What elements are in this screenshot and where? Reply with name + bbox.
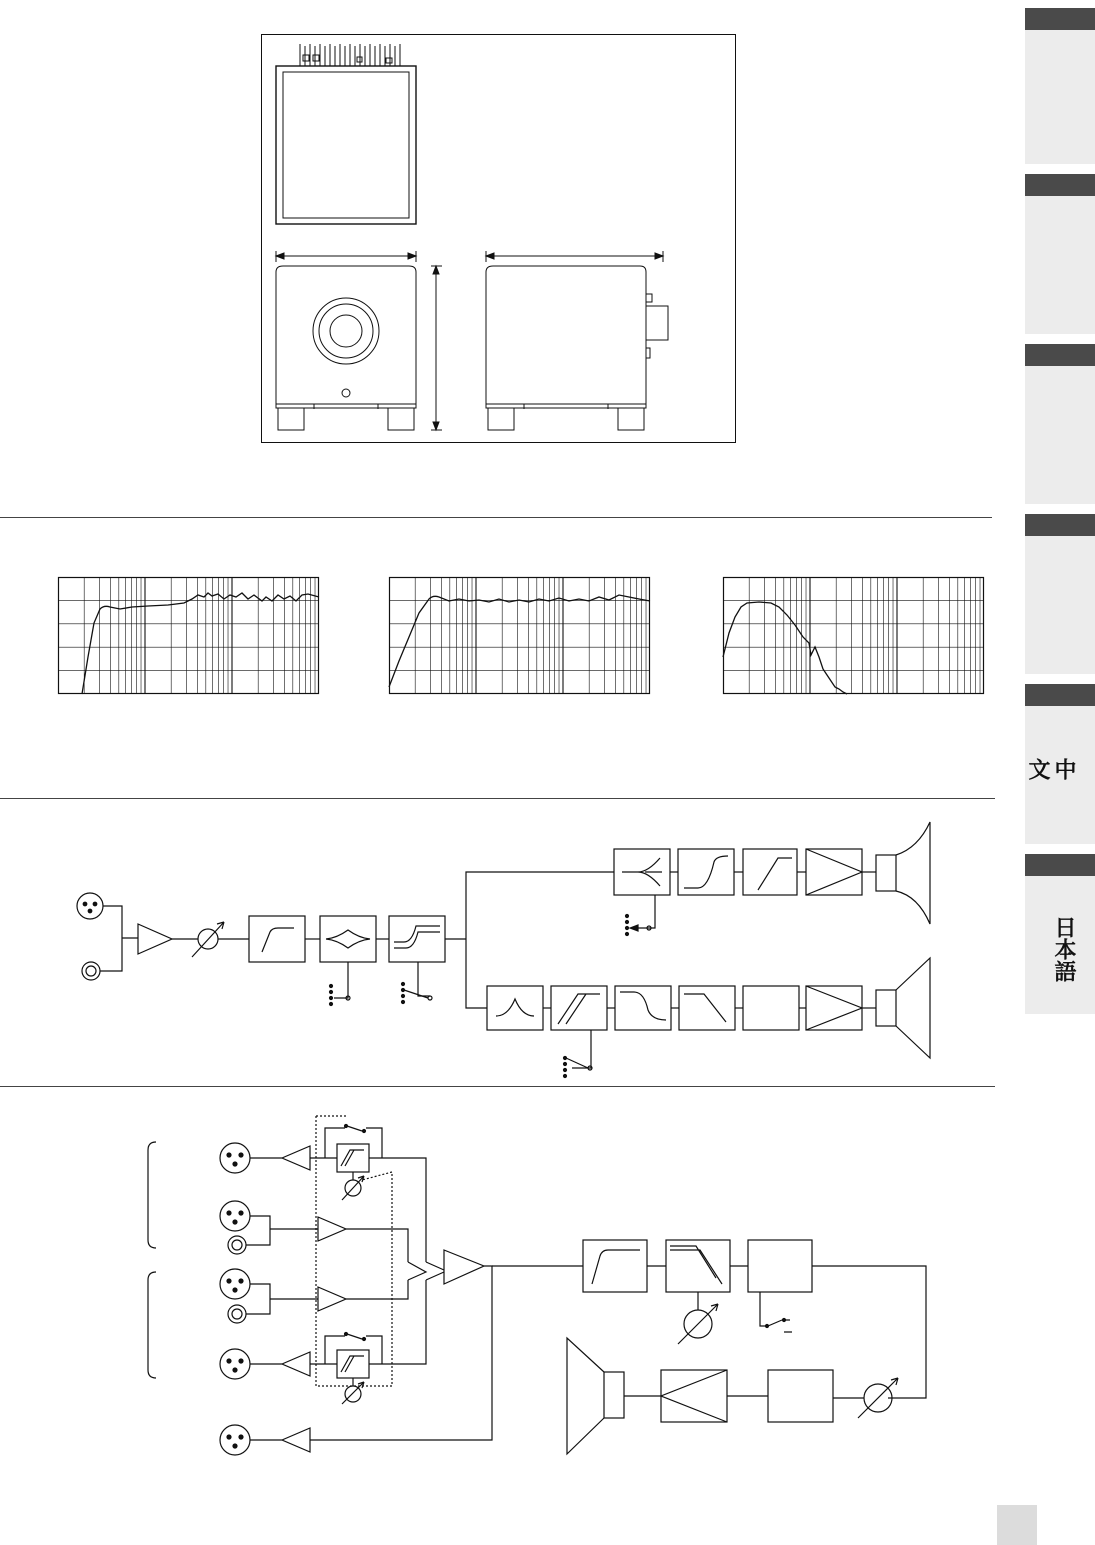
- dimension-drawing: [0, 0, 1000, 460]
- monitor-block-diagram: [0, 800, 1000, 1085]
- side-tab-chinese[interactable]: [1025, 684, 1095, 844]
- side-tab: [1025, 344, 1095, 504]
- section-divider: [0, 1086, 995, 1087]
- page-number-box: [997, 1505, 1037, 1545]
- section-divider: [0, 517, 992, 518]
- side-tab: [1025, 174, 1095, 334]
- japanese-tab-label: 日本語: [1051, 916, 1076, 982]
- side-tab: [1025, 8, 1095, 164]
- chinese-tab-label: 中 文: [1025, 758, 1076, 790]
- frequency-response-graph: [58, 577, 319, 694]
- subwoofer-block-diagram: [0, 1090, 1000, 1470]
- frequency-response-graph: [389, 577, 650, 694]
- frequency-response-graph: [723, 577, 984, 694]
- side-tab: [1025, 514, 1095, 674]
- section-divider: [0, 798, 995, 799]
- side-tab-japanese[interactable]: [1025, 854, 1095, 1014]
